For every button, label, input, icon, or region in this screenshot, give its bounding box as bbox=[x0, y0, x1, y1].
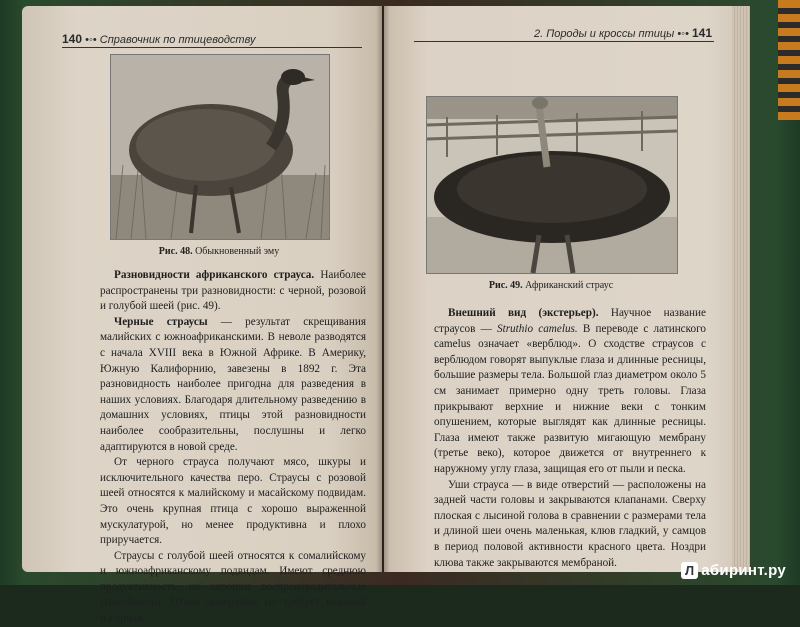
left-page bbox=[22, 6, 382, 625]
figure-49-caption bbox=[426, 280, 676, 291]
left-page-number: 140 bbox=[62, 32, 83, 46]
black-ostrich-heading: Черные страусы bbox=[114, 315, 208, 328]
right-page-header bbox=[534, 26, 712, 40]
latin-name: Struthio camelus. bbox=[497, 322, 578, 335]
labirint-watermark bbox=[681, 562, 786, 579]
emu-photo bbox=[110, 54, 330, 240]
right-header-title: 2. Породы и кроссы птицы bbox=[534, 28, 675, 40]
figure-49-title: Африканский страус bbox=[525, 280, 614, 291]
left-paragraph-4: Страусы с голубой шеей относятся к сомалийскому и южноафриканскому подвидам. Имеют среднюю продуктивность, но хорошие воспроизводительные способности. Птица доверчива, но требует высокой изгороди. bbox=[100, 549, 366, 625]
exterior-heading: Внешний вид (экстерьер). bbox=[448, 307, 599, 319]
right-page bbox=[384, 6, 750, 572]
header-ornament-left: •◦• bbox=[85, 34, 97, 46]
left-paragraph-1: Наиболее распространены три разновидности: с черной, розовой и голубой шеей (рис. 49). bbox=[100, 269, 366, 313]
left-paragraph-2: — результат скрещивания малийских с южноафриканскими. В неволе разводятся с начала XVIII века в Южной Африке. В Америку, Южную Калифорнию, завезены в 1892 г. Эта разновидность наиболее пригодна для разведения в наших условиях. Благодаря длительному разведению в домашних условиях, птицы этой разновидности наиболее сообразительны, послушны и легко адаптируются в новой среде. bbox=[100, 315, 367, 453]
right-page-number: 141 bbox=[692, 26, 713, 40]
right-body-text bbox=[434, 306, 706, 571]
book-gutter bbox=[376, 6, 390, 572]
header-ornament-right: •◦• bbox=[677, 28, 689, 40]
left-page-header bbox=[62, 32, 255, 46]
left-paragraph-3: От черного страуса получают мясо, шкуры и исключительного качества перо. Страусы с розовой шеей относятся к малийскому и масайскому подвидам. Это очень крупная птица с хорошо выраженной мускулатурой, но менее продуктивна и плохо приручается. bbox=[100, 456, 366, 547]
left-header-title: Справочник по птицеводству bbox=[99, 34, 256, 46]
labirint-logo-icon: Л bbox=[681, 562, 698, 579]
ostrich-photo bbox=[426, 96, 678, 274]
right-paragraph-1-rest: В переводе с латинского camelus означает «верблюд». О сходстве страусов с верблюдом говорят выпуклые глаза и длинные ресницы, большие размеры тела. Большой глаз диаметром около 5 см занимает примерно одну треть головы. Глаза прикрывают верхние и нижние веки с тонким опушением, которые выглядят как длинные ресницы. Глаза имеют также развитую мигающую мембрану (третье веко), которое движется от внутреннего к наружному углу глаза, защищая его от пыли и песка. bbox=[434, 322, 707, 475]
cover-stripes bbox=[778, 0, 800, 120]
right-paragraph-1-start: Научное название страусов — bbox=[434, 307, 706, 335]
watermark-text: абиринт.ру bbox=[701, 562, 786, 579]
right-paragraph-2: Уши страуса — в виде отверстий — расположены на задней части головы и закрываются клапанами. Сверху плоская с лысиной голова в сравнении с размерами тела и длиной шеи очень маленькая, клюв гладкий, у самцов в период половой активности красного цвета. Ноздри клюва также закрываются мембраной. bbox=[434, 478, 706, 569]
ostrich-illustration bbox=[427, 97, 677, 273]
figure-48-caption bbox=[110, 246, 328, 257]
left-body-text bbox=[100, 268, 366, 627]
figure-48-title: Обыкновенный эму bbox=[195, 246, 280, 257]
section-heading: Разновидности африканского страуса. bbox=[114, 269, 315, 281]
emu-illustration bbox=[111, 55, 329, 239]
figure-48-number: Рис. 48. bbox=[158, 246, 193, 257]
figure-49-number: Рис. 49. bbox=[488, 280, 523, 291]
left-header-rule bbox=[62, 47, 362, 48]
page-edges bbox=[732, 6, 750, 572]
right-header-rule bbox=[414, 41, 714, 42]
